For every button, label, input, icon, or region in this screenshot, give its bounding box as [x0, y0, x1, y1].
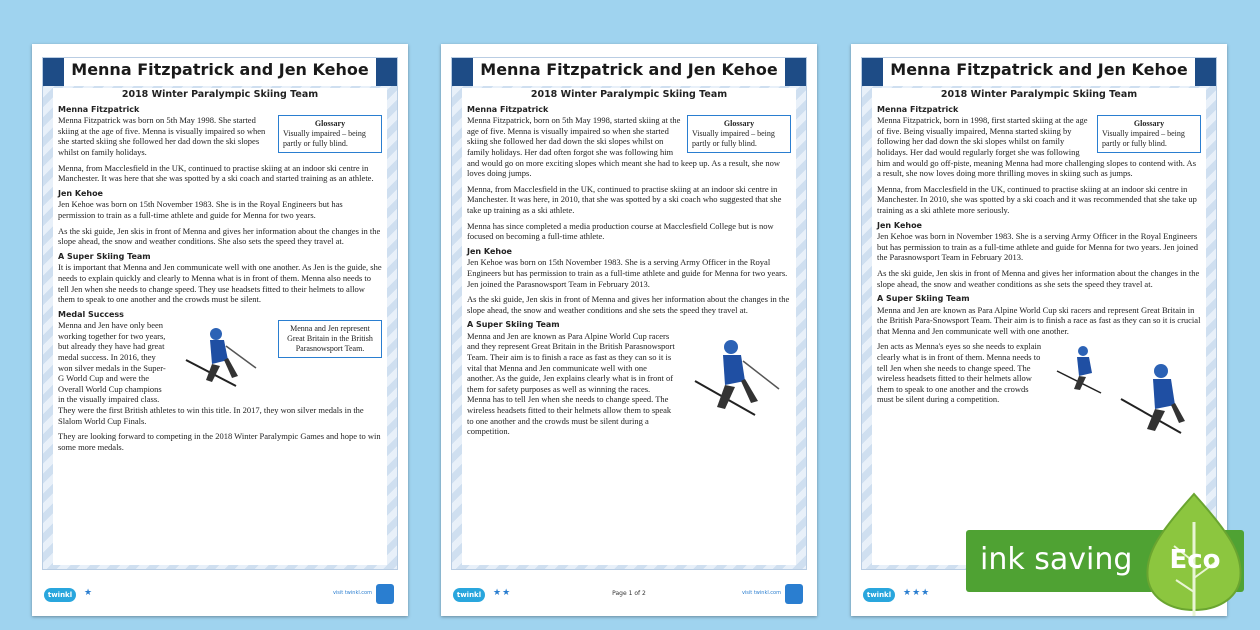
- page-title: Menna Fitzpatrick and Jen Kehoe: [480, 60, 778, 79]
- medal-heading: Medal Success: [58, 309, 124, 319]
- menna-heading: Menna Fitzpatrick: [467, 104, 549, 114]
- page-number: Page 1 of 2: [612, 590, 646, 597]
- glossary-box: [278, 115, 382, 153]
- page-title: Menna Fitzpatrick and Jen Kehoe: [71, 60, 369, 79]
- page-title: Menna Fitzpatrick and Jen Kehoe: [890, 60, 1188, 79]
- page-subtitle: 2018 Winter Paralympic Skiing Team: [530, 89, 728, 100]
- menna-paragraph-3: Menna has since completed a media production course at Macclesfield College but is now focused on becoming a full-time athlete.: [467, 220, 774, 242]
- page-footer: [32, 576, 408, 616]
- text-panel: [462, 88, 796, 565]
- menna-paragraph-1: Menna Fitzpatrick, born on 5th May 1998, started skiing at the age of five. Menna is visually impaired so when she started skiing she followed her dad down the ski slopes whilst on family holidays. Her dad often forgot she was following him and would go on more exciting slopes which meant she had to keep up. As a result, she now loves doing jumps.: [467, 115, 781, 179]
- difficulty-stars: ★★★: [903, 588, 931, 598]
- glossary-title: Glossary: [314, 119, 346, 129]
- page-subtitle: 2018 Winter Paralympic Skiing Team: [121, 89, 319, 100]
- jen-paragraph-1: Jen Kehoe was born on 15th November 1983. She is a serving Army Officer in the Royal Engineers but has permission to train as a full-time athlete and guide for Menna for two years. Jen joined the Parasnowsport Team in February 2013.: [467, 257, 788, 289]
- jen-paragraph-1: Jen Kehoe was born on 15th November 1983. She is in the Royal Engineers but has permission to train as a full-time athlete and guide for Menna for two years.: [58, 199, 343, 220]
- glossary-box: [1097, 115, 1201, 153]
- twinkl-logo: twinkl: [453, 588, 485, 602]
- menna-heading: Menna Fitzpatrick: [877, 104, 959, 114]
- medal-paragraph-2: They are looking forward to competing in the 2018 Winter Paralympic Games and hope to win some more medals.: [58, 431, 381, 452]
- ink-saving-label: ink saving: [980, 542, 1133, 577]
- medal-paragraph-1: Menna and Jen have only been working together for two years, but already they have had great medal success. In 2016, they won silver medals in the Super-G World Cup and were the Overall World Cup champions in the visually impaired class. They were the first British athletes to win this title. In 2017, they won silver medals in the Slalom World Cup Finals.: [58, 320, 364, 426]
- team-paragraph-1: It is important that Menna and Jen communicate well with one another. As Jen is the guide, she needs to explain quickly and clearly to Menna what is in front of them. Menna also needs to tell Jen when she needs to change speed. They use headsets fitted to their helmets to allow them to speak to one another and the crowds must be silent.: [58, 262, 382, 305]
- glossary-title: Glossary: [1133, 119, 1165, 129]
- difficulty-stars: ★★: [493, 588, 512, 598]
- text-panel: [53, 88, 387, 565]
- page-footer: [441, 576, 817, 616]
- jen-paragraph-2: As the ski guide, Jen skis in front of Menna and gives her information about the changes in the slope ahead, the snow and weather conditions as she sets the speed they travel at.: [877, 267, 1200, 289]
- page-subtitle: 2018 Winter Paralympic Skiing Team: [940, 89, 1138, 100]
- page-frame: [42, 57, 398, 570]
- difficulty-stars: ★: [84, 588, 94, 598]
- page-frame: [451, 57, 807, 570]
- menna-paragraph-2: Menna, from Macclesfield in the UK, continued to practise skiing at an indoor ski centre in Manchester. In 2010, she was spotted by a ski coach and it was recommended that she take up training as a ski athlete more seriously.: [877, 183, 1197, 215]
- team-paragraph-1: Menna and Jen are known as Para Alpine World Cup racers and they represent Great Britain in the British Parasnowsport Team. Their aim is to finish a race as fast as they can so it is vital that Menna and Jen communicate well with one another. As the guide, Jen explains clearly what is in front of them for safety purposes as well as winning the races. Menna has to tell Jen when she needs to change speed. The wireless headsets fitted to their helmets allow them to speak to one another and the crowds must be silent during a competition.: [467, 330, 675, 437]
- jen-paragraph-2: As the ski guide, Jen skis in front of Menna and gives her information about the changes in the slope ahead, the snow and weather conditions and she sets the speed they travel at.: [467, 294, 790, 315]
- menna-paragraph-2: Menna, from Macclesfield in the UK, continued to practise skiing at an indoor ski centre in Manchester. It was here that she was spotted by a ski coach and started training as an athlete.: [58, 162, 374, 184]
- eco-label: Eco: [1169, 545, 1221, 575]
- jen-heading: Jen Kehoe: [58, 188, 103, 198]
- menna-paragraph-1: Menna Fitzpatrick was born on 5th May 1998. She started skiing at the age of five. Menna is visually impaired so when she started skiing she followed her dad down the ski slopes whilst on family holidays.: [58, 115, 266, 157]
- menna-paragraph-2: Menna, from Macclesfield in the UK, continued to practise skiing at an indoor ski centre in Manchester. It was here, in 2010, that she was spotted by a ski coach who suggested that she take up training as a ski athlete.: [467, 183, 782, 215]
- jen-heading: Jen Kehoe: [877, 220, 922, 230]
- worksheet-page-1: [32, 44, 408, 616]
- title-banner: [862, 58, 1216, 86]
- title-banner: [452, 58, 806, 86]
- menna-heading: Menna Fitzpatrick: [58, 104, 140, 114]
- team-heading: A Super Skiing Team: [877, 294, 970, 304]
- team-paragraph-1: Menna and Jen are known as Para Alpine World Cup ski racers and represent Great Britain in the British Para-Snowsport Team. Their aim is to finish a race as fast as they can so it is crucial that Menna and Jen communicate well with one another.: [877, 304, 1201, 336]
- skier-illustration: [176, 320, 272, 393]
- title-banner: [43, 58, 397, 86]
- twinkl-logo: twinkl: [44, 588, 76, 602]
- team-paragraph-2: Jen acts as Menna's eyes so she needs to explain clearly what is in front of them. Menna needs to tell Jen when she needs to change speed. The wireless headsets fitted to their helmets allow them to speak to one another and the crowds must be silent during a competition.: [877, 341, 1042, 405]
- twinkl-logo: twinkl: [863, 588, 895, 602]
- glossary-box: [687, 115, 791, 153]
- site-link: visit twinkl.com: [741, 590, 781, 596]
- menna-paragraph-1: Menna Fitzpatrick, born in 1998, first started skiing at the age of five. Being visually impaired, Menna started skiing by following her dad down the ski slopes whilst on family holidays. Her dad would regularly forget she was following him and would go off-piste, meaning Menna had more challenging slopes to contend with. As a result, she now loves doing more thrilling moves in skiing such as jumps.: [877, 115, 1197, 179]
- jen-heading: Jen Kehoe: [467, 246, 512, 256]
- glossary-title: Glossary: [723, 119, 755, 129]
- skier-illustration: [1051, 341, 1201, 444]
- badge-icon: [376, 584, 394, 604]
- skier-illustration: [681, 331, 791, 424]
- glossary-text: Visually impaired – being partly or fully blind.: [1102, 129, 1185, 149]
- team-heading: A Super Skiing Team: [58, 251, 151, 261]
- worksheet-page-2: [441, 44, 817, 616]
- jen-paragraph-1: Jen Kehoe was born in November 1983. She is a serving Army Officer in the Royal Engineers but has permission to train as a full-time athlete and guide for Menna for two years. Jen joined the Parasnowsport Team in February 2013.: [877, 231, 1199, 263]
- glossary-text: Visually impaired – being partly or fully blind.: [283, 129, 366, 149]
- callout-box: Menna and Jen represent Great Britain in the British Parasnowsport Team.: [278, 320, 382, 358]
- jen-paragraph-2: As the ski guide, Jen skis in front of Menna and gives her information about the changes in the slope ahead, the snow and weather conditions. She also sets the speed they travel at.: [58, 225, 381, 247]
- site-link: visit twinkl.com: [332, 590, 372, 596]
- team-heading: A Super Skiing Team: [467, 320, 560, 330]
- glossary-text: Visually impaired – being partly or fully blind.: [692, 129, 775, 149]
- badge-icon: [785, 584, 803, 604]
